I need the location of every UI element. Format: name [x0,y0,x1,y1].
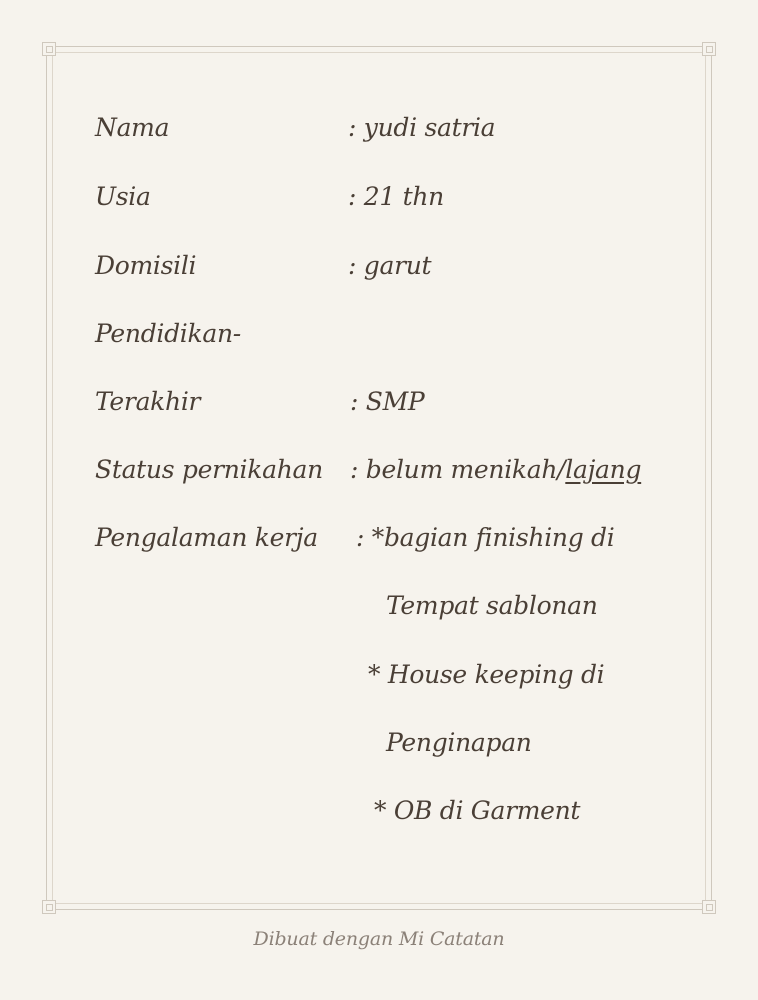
experience-line: Penginapan [386,728,532,757]
frame-corner-ornament [42,42,56,56]
field-label-status: Status pernikahan [95,455,323,484]
experience-line: * OB di Garment [374,796,581,825]
field-label-pengalaman: Pengalaman kerja [95,523,318,552]
field-value-terakhir: : SMP [350,387,425,416]
field-value-nama: : yudi satria [348,113,496,142]
experience-line: * House keeping di [368,660,605,689]
field-label-terakhir: Terakhir [95,387,201,416]
field-value-pengalaman: : *bagian finishing di [356,523,615,552]
field-value-usia: : 21 thn [348,182,444,211]
field-value-domisili: : garut [348,251,432,280]
field-label-usia: Usia [95,182,151,211]
frame-corner-ornament [702,900,716,914]
app-watermark: Dibuat dengan Mi Catatan [253,928,505,950]
field-label-nama: Nama [95,113,170,142]
field-value-status [350,455,641,485]
frame-corner-ornament [702,42,716,56]
frame-corner-ornament [42,900,56,914]
field-label-pendidikan: Pendidikan- [95,319,241,348]
status-value-text: : belum menikah/ [350,455,566,484]
field-label-domisili: Domisili [95,251,197,280]
experience-line: Tempat sablonan [386,591,598,620]
spellcheck-underlined-word: lajang [565,455,642,484]
